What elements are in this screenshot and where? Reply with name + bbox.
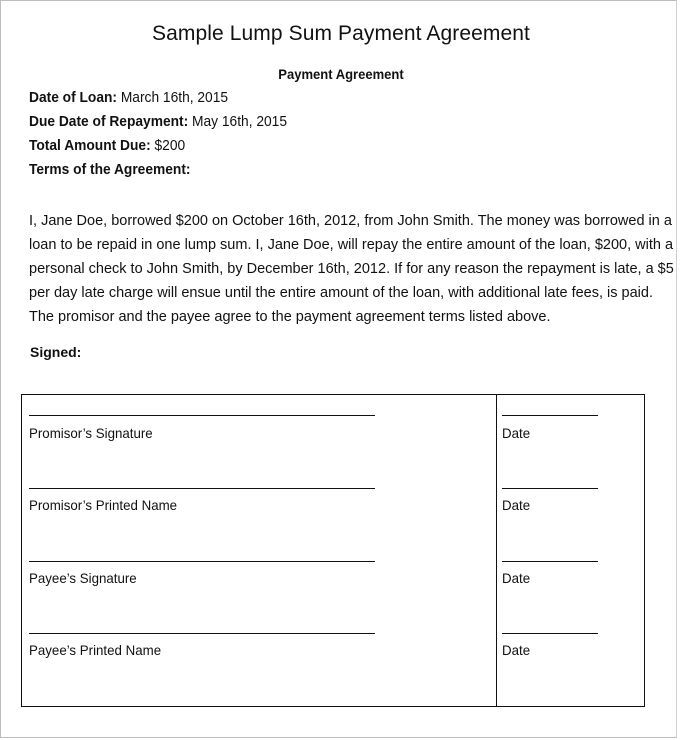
payee-signature-label: Payee’s Signature [29, 570, 137, 586]
field-due-date [29, 114, 287, 130]
field-value: May 16th, 2015 [188, 114, 288, 130]
payee-signature-line[interactable] [29, 561, 375, 562]
field-date-of-loan [29, 90, 228, 106]
promisor-printed-name-label: Promisor’s Printed Name [29, 497, 178, 513]
terms-line: loan to be repaid in one lump sum. I, Jane Doe, will repay the entire amount of the loan, $200, with a [29, 237, 674, 253]
payee-signature-date-line[interactable] [502, 561, 598, 562]
field-label: Due Date of Repayment: [29, 114, 189, 130]
document-subtitle: Payment Agreement [278, 66, 404, 82]
field-value: March 16th, 2015 [117, 90, 229, 106]
date-label: Date [502, 497, 531, 513]
signature-table [21, 394, 645, 707]
terms-line: per day late charge will ensue until the entire amount of the loan, with additional late fees, is paid. [29, 285, 653, 301]
signed-label: Signed: [30, 344, 82, 360]
terms-line: personal check to John Smith, by December 16th, 2012. If for any reason the repayment is late, a $5 [29, 261, 674, 277]
document-title: Sample Lump Sum Payment Agreement [152, 22, 530, 45]
field-label: Terms of the Agreement: [29, 162, 191, 178]
field-label: Date of Loan: [29, 90, 118, 106]
date-label: Date [502, 570, 531, 586]
payee-printed-name-date-line[interactable] [502, 633, 598, 634]
terms-paragraph [29, 209, 674, 329]
field-value: $200 [150, 138, 186, 154]
field-total-amount [29, 138, 185, 154]
field-label: Total Amount Due: [29, 138, 151, 154]
promisor-signature-line[interactable] [29, 415, 375, 416]
field-terms-heading [29, 162, 191, 178]
date-label: Date [502, 425, 531, 441]
column-divider [496, 395, 497, 706]
terms-line: I, Jane Doe, borrowed $200 on October 16th, 2012, from John Smith. The money was borrowed in a [29, 213, 672, 229]
promisor-signature-date-line[interactable] [502, 415, 598, 416]
payee-printed-name-label: Payee’s Printed Name [29, 642, 162, 658]
promisor-printed-name-date-line[interactable] [502, 488, 598, 489]
payee-printed-name-line[interactable] [29, 633, 375, 634]
date-label: Date [502, 642, 531, 658]
promisor-printed-name-line[interactable] [29, 488, 375, 489]
promisor-signature-label: Promisor’s Signature [29, 425, 153, 441]
terms-line: The promisor and the payee agree to the payment agreement terms listed above. [29, 309, 551, 325]
